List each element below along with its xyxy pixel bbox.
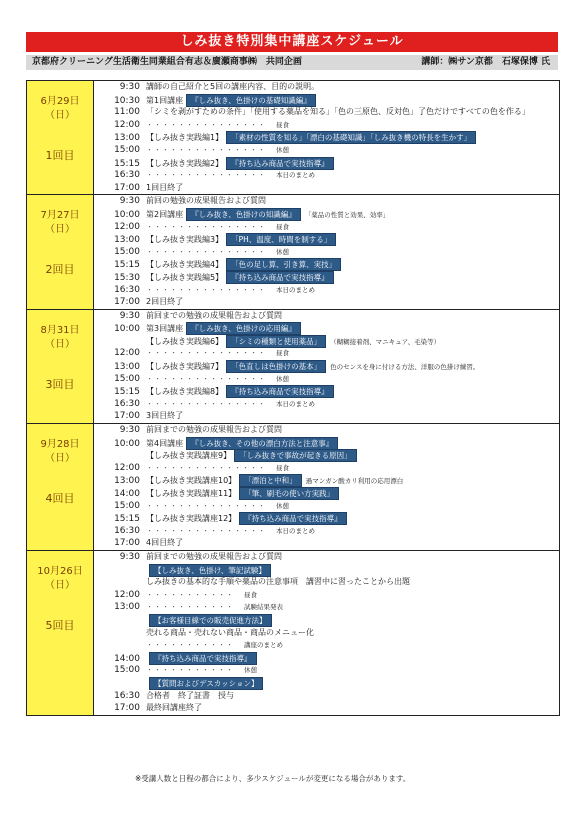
- topic-badge: 「素材の性質を知る」「漂白の基礎知識」「しみ抜き機の特長を生かす」: [226, 131, 476, 144]
- schedule-row: [94, 296, 559, 309]
- break-label: 昼食: [276, 463, 289, 472]
- row-text: 第3回講座: [146, 324, 184, 334]
- row-text: ・・・・・・・・・・・・・・・: [146, 399, 266, 408]
- session-date-cell: [27, 551, 94, 715]
- row-text: 1回目終了: [146, 182, 184, 192]
- row-text: ・・・・・・・・・・・・・・・: [146, 501, 266, 510]
- session-day: （日）: [45, 224, 75, 236]
- topic-badge: 「シミの種類と使用薬品」: [226, 335, 326, 348]
- schedule-row: [94, 373, 559, 386]
- session-number: 5回目: [45, 618, 75, 632]
- row-time: 10:00: [114, 209, 140, 220]
- row-text: 2回目終了: [146, 297, 184, 307]
- row-time: 15:00: [114, 144, 140, 155]
- schedule-row: [94, 525, 559, 538]
- session-block: [27, 309, 559, 423]
- row-text: 前回までの勉強の成果報告および質問: [146, 551, 282, 561]
- schedule-row: [94, 335, 559, 348]
- row-text: 第1回講座: [146, 95, 184, 105]
- break-label: 休憩: [244, 666, 257, 675]
- session-date: 9月28日: [40, 439, 80, 451]
- row-text: ・・・・・・・・・・・: [146, 641, 234, 650]
- row-time: 13:00: [114, 235, 140, 246]
- session-date: 6月29日: [40, 96, 80, 107]
- schedule-row: [94, 487, 559, 500]
- topic-badge: 『持ち込み商品で実技指導』: [149, 652, 257, 665]
- topic-badge: 「漂泊と中和」: [239, 474, 302, 487]
- row-time: 17:00: [114, 297, 140, 308]
- topic-badge: 『しみ抜き、色掛けの基礎知識編』: [186, 94, 316, 107]
- row-text: 【しみ抜き実践講座12】: [146, 514, 237, 524]
- row-text: 講師の自己紹介と5回の講座内容、目的の説明。: [146, 82, 320, 91]
- lecturer-text: 講師：㈱サン京都 石塚保博 氏: [421, 57, 550, 67]
- break-label: 休憩: [276, 374, 289, 383]
- row-time: 11:00: [114, 107, 140, 118]
- schedule-row: [94, 614, 559, 627]
- row-time: 15:15: [114, 260, 140, 271]
- row-text: 【しみ抜き実践編1】: [146, 133, 224, 143]
- session-number: 4回目: [45, 492, 75, 506]
- row-time: 15:15: [114, 387, 140, 398]
- row-time: 9:30: [119, 82, 140, 92]
- schedule-row: [94, 564, 559, 577]
- row-time: 15:00: [114, 373, 140, 384]
- topic-badge: 【お客様目線での販売促進方法】: [149, 614, 272, 627]
- break-label: 本日のまとめ: [276, 285, 315, 294]
- break-label: 昼食: [244, 590, 257, 599]
- row-time: 13:00: [114, 133, 140, 144]
- session-day: （日）: [45, 338, 75, 350]
- row-text: 【しみ抜き実践編3】: [146, 235, 224, 245]
- schedule-row: [94, 627, 559, 640]
- row-text: 第4回講座: [146, 438, 184, 448]
- row-time: 12:00: [114, 462, 140, 473]
- row-time: 16:30: [114, 525, 140, 536]
- page-title: しみ抜き特別集中講座スケジュール: [26, 32, 558, 52]
- break-label: 本日のまとめ: [276, 399, 315, 408]
- schedule-table: [26, 80, 560, 716]
- row-text: ・・・・・・・・・・・・・・・: [146, 145, 266, 154]
- topic-badge: 『持ち込み商品で実技指導』: [226, 157, 334, 170]
- row-time: 15:00: [114, 665, 140, 676]
- topic-badge: 『持ち込み商品で実技指導』: [226, 271, 334, 284]
- row-text: 第2回講座: [146, 209, 184, 219]
- break-label: 昼食: [276, 222, 289, 231]
- schedule-row: [94, 322, 559, 335]
- break-label: 試験結果発表: [244, 603, 283, 612]
- row-text: 【しみ抜き実践講座10】: [146, 476, 237, 486]
- row-time: 15:15: [114, 158, 140, 169]
- topic-badge: 【質問およびデスカッション】: [149, 677, 263, 690]
- row-text: ・・・・・・・・・・・・・・・: [146, 463, 266, 472]
- row-time: 16:30: [114, 398, 140, 409]
- session-date-cell: [27, 310, 94, 423]
- row-text: 3回目終了: [146, 411, 184, 421]
- schedule-row: [94, 119, 559, 132]
- row-extra: 色のセンスを身に付ける方法、洋服の色掛け練習。: [330, 363, 480, 372]
- schedule-row: [94, 284, 559, 297]
- row-time: 17:00: [114, 703, 140, 714]
- organizer-text: 京都府クリーニング生活衛生同業組合有志＆廣瀬商事㈱ 共同企画: [32, 57, 302, 67]
- topic-badge: 「色直しは色掛けの基本」: [226, 360, 326, 373]
- row-time: 17:00: [114, 538, 140, 549]
- schedule-row: [94, 512, 559, 525]
- row-time: 15:15: [114, 514, 140, 525]
- row-text: 売れる商品・売れない商品・商品のメニュー化: [146, 627, 314, 637]
- footnote: ※受講人数と日程の都合により、多少スケジュールが変更になる場合があります。: [135, 774, 411, 783]
- topic-badge: 『しみ抜き、色掛けの応用編』: [186, 322, 301, 335]
- session-date-cell: [27, 424, 94, 550]
- session-block: [27, 81, 559, 194]
- session-day: （日）: [45, 453, 75, 465]
- row-time: 17:00: [114, 411, 140, 422]
- session-date: 7月27日: [40, 210, 80, 222]
- row-time: 9:30: [119, 551, 140, 562]
- row-time: 12:00: [114, 348, 140, 359]
- schedule-row: [94, 551, 559, 564]
- schedule-row: [94, 690, 559, 703]
- schedule-row: [94, 157, 559, 170]
- row-time: 16:30: [114, 284, 140, 295]
- session-block: [27, 423, 559, 550]
- session-block: [27, 194, 559, 308]
- row-time: 17:00: [114, 182, 140, 193]
- row-extra: 「薬品の性質と効果、効率」: [304, 210, 390, 219]
- schedule-row: [94, 131, 559, 144]
- schedule-row: [94, 639, 559, 652]
- row-time: 15:00: [114, 500, 140, 511]
- row-time: 16:30: [114, 170, 140, 181]
- row-text: 【しみ抜き実践編2】: [146, 158, 224, 168]
- schedule-row: [94, 537, 559, 550]
- schedule-row: [94, 258, 559, 271]
- row-time: 16:30: [114, 690, 140, 701]
- schedule-row: [94, 81, 559, 94]
- row-text: 【しみ抜き実践編7】: [146, 362, 224, 372]
- session-date: 10月26日: [37, 565, 83, 577]
- organizer-bar: [26, 55, 558, 70]
- row-time: 13:00: [114, 602, 140, 613]
- row-text: 前回の勉強の成果報告および質問: [146, 196, 266, 206]
- row-time: 14:00: [114, 653, 140, 664]
- break-label: 昼食: [276, 120, 289, 129]
- schedule-row: [94, 462, 559, 475]
- row-text: ・・・・・・・・・・・・・・・: [146, 247, 266, 256]
- row-text: ・・・・・・・・・・・・・・・: [146, 120, 266, 129]
- row-text: 【しみ抜き実践講座11】: [146, 489, 237, 498]
- row-text: 【しみ抜き実践編8】: [146, 387, 224, 397]
- row-text: ・・・・・・・・・・・・・・・: [146, 349, 266, 358]
- row-time: 9:30: [119, 425, 140, 436]
- topic-badge: 「色の足し算、引き算、実技」: [226, 258, 341, 271]
- row-text: ・・・・・・・・・・・・・・・: [146, 374, 266, 383]
- row-time: 14:00: [114, 489, 140, 499]
- session-day: （日）: [45, 579, 75, 591]
- row-time: 15:00: [114, 246, 140, 257]
- topic-badge: 『持ち込み商品で実技指導』: [226, 385, 334, 398]
- row-time: 12:00: [114, 119, 140, 130]
- row-time: 10:30: [114, 95, 140, 106]
- row-text: 【しみ抜き実践編6】: [146, 336, 224, 346]
- row-text: 最終回講座終了: [146, 703, 202, 713]
- session-day: （日）: [45, 110, 75, 121]
- schedule-row: [94, 424, 559, 437]
- row-text: ・・・・・・・・・・・・・・・: [146, 222, 266, 231]
- schedule-row: [94, 664, 559, 677]
- session-block: [27, 550, 559, 715]
- break-label: 本日のまとめ: [276, 526, 315, 535]
- schedule-row: [94, 144, 559, 157]
- session-date-cell: [27, 81, 94, 194]
- row-time: 9:30: [119, 196, 140, 207]
- break-label: 昼食: [276, 349, 289, 358]
- row-text: 「シミを剥がすための条件」「使用する薬品を知る」「色の三原色、反対色」了色だけですべての色を作る」: [146, 107, 530, 117]
- topic-badge: 『しみ抜き、色掛けの知識編』: [186, 208, 301, 221]
- row-text: ・・・・・・・・・・・: [146, 666, 234, 675]
- row-text: しみ抜きの基本的な手順や薬品の注意事項 講習中に習ったことから出題: [146, 577, 410, 587]
- schedule-row: [94, 398, 559, 411]
- row-time: 12:00: [114, 221, 140, 232]
- topic-badge: 『しみ抜き、その他の漂白方法と注意事』: [186, 437, 338, 450]
- topic-badge: 【しみ抜き、色掛け、筆記試験】: [149, 564, 271, 577]
- break-label: 休憩: [276, 145, 289, 154]
- schedule-row: [94, 437, 559, 450]
- row-time: 13:00: [114, 362, 140, 373]
- row-extra: 過マンガン酸カリ利用の応用漂白: [305, 477, 404, 486]
- row-text: 前回までの勉強の成果報告および質問: [146, 425, 282, 435]
- schedule-row: [94, 169, 559, 182]
- row-text: ・・・・・・・・・・・・・・・: [146, 526, 266, 535]
- row-text: 4回目終了: [146, 538, 184, 548]
- row-text: ・・・・・・・・・・・・・・・: [146, 285, 266, 294]
- schedule-row: [94, 449, 559, 462]
- topic-badge: 「しみ抜きで事故が起きる原因」: [234, 449, 357, 462]
- row-text: ・・・・・・・・・・・: [146, 590, 234, 599]
- break-label: 休憩: [276, 247, 289, 256]
- break-label: 休憩: [276, 501, 289, 510]
- row-time: 15:30: [114, 272, 140, 283]
- schedule-row: [94, 182, 559, 195]
- row-extra: （糊糊接着剤、マニキュア、毛染等）: [330, 337, 441, 346]
- topic-badge: 『持ち込み商品で実技指導』: [239, 512, 347, 525]
- topic-badge: 「筆、刷毛の使い方実践」: [239, 487, 339, 500]
- row-time: 10:00: [114, 324, 140, 335]
- session-number: 1回目: [45, 149, 75, 162]
- schedule-row: [94, 221, 559, 234]
- schedule-row: [94, 347, 559, 360]
- schedule-row: [94, 208, 559, 221]
- session-date: 8月31日: [40, 324, 80, 336]
- schedule-row: [94, 677, 559, 690]
- row-text: 前回までの勉強の成果報告および質問: [146, 310, 282, 320]
- schedule-row: [94, 589, 559, 602]
- session-date-cell: [27, 195, 94, 308]
- row-time: 10:00: [114, 438, 140, 449]
- row-text: 合格者 終了証書 授与: [146, 690, 234, 700]
- schedule-row: [94, 500, 559, 513]
- session-number: 3回目: [45, 377, 75, 391]
- schedule-row: [94, 195, 559, 208]
- row-text: ・・・・・・・・・・・・・・・: [146, 171, 266, 180]
- schedule-row: [94, 360, 559, 373]
- schedule-row: [94, 94, 559, 107]
- schedule-row: [94, 652, 559, 665]
- schedule-row: [94, 310, 559, 323]
- row-time: 9:30: [119, 310, 140, 321]
- topic-badge: 「PH、温度、時間を制する」: [226, 233, 336, 246]
- schedule-row: [94, 601, 559, 614]
- schedule-row: [94, 702, 559, 715]
- row-text: 【しみ抜き実践編5】: [146, 272, 224, 282]
- schedule-row: [94, 271, 559, 284]
- row-text: ・・・・・・・・・・・: [146, 603, 234, 612]
- schedule-row: [94, 474, 559, 487]
- schedule-row: [94, 106, 559, 119]
- schedule-row: [94, 246, 559, 259]
- schedule-row: [94, 410, 559, 423]
- session-number: 2回目: [45, 263, 75, 277]
- row-text: 【しみ抜き実践編4】: [146, 260, 224, 270]
- schedule-row: [94, 233, 559, 246]
- row-time: 13:00: [114, 476, 140, 487]
- schedule-row: [94, 576, 559, 589]
- break-label: 本日のまとめ: [276, 171, 315, 180]
- schedule-row: [94, 385, 559, 398]
- break-label: 講座のまとめ: [244, 641, 283, 650]
- row-text: 【しみ抜き実践講座9】: [146, 451, 232, 461]
- row-time: 12:00: [114, 589, 140, 600]
